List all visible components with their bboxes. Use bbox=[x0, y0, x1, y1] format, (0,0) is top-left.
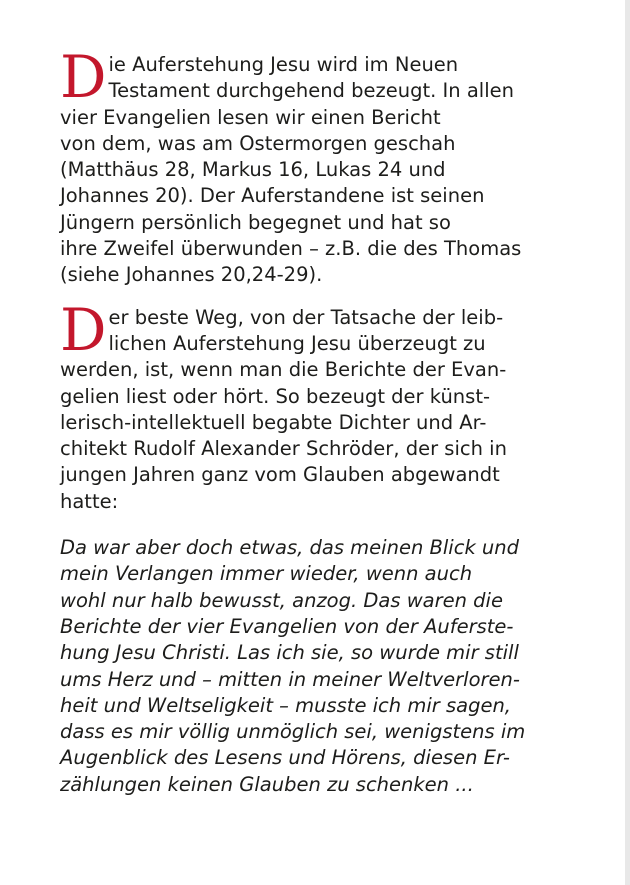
quote-line: wohl nur halb bewusst, anzog. Das waren die bbox=[60, 588, 503, 612]
text-line: lerisch-intellektuell begabte Dichter und Ar- bbox=[60, 410, 487, 434]
quote-block bbox=[60, 535, 588, 798]
text-line: (Matthäus 28, Markus 16, Lukas 24 und bbox=[60, 158, 446, 182]
dropcap-letter: D bbox=[60, 295, 107, 364]
dropcap-letter: D bbox=[60, 43, 107, 111]
text-line: Testament durchgehend bezeugt. In allen bbox=[108, 79, 514, 103]
quote-line: dass es mir völlig unmöglich sei, wenigstens im bbox=[60, 720, 526, 744]
text-line: Jüngern persönlich begegnet und hat so bbox=[60, 210, 451, 234]
text-line: (siehe Johannes 20,24-29). bbox=[60, 263, 323, 287]
quote-line: Augenblick des Lesens und Hörens, diesen Er- bbox=[60, 746, 510, 770]
text-line: gelien liest oder hört. So bezeugt der künst- bbox=[60, 384, 491, 408]
paragraph-2 bbox=[60, 295, 588, 515]
quote-line: Da war aber doch etwas, das meinen Blick und bbox=[60, 536, 520, 560]
text-column bbox=[60, 43, 588, 814]
text-line: ie Auferstehung Jesu wird im Neuen bbox=[108, 53, 459, 76]
text-line: von dem, was am Ostermorgen geschah bbox=[60, 131, 456, 155]
quote-line: Berichte der vier Evangelien von der Auferste- bbox=[60, 614, 514, 638]
text-line: chitekt Rudolf Alexander Schröder, der sich in bbox=[60, 437, 507, 461]
paragraph-1 bbox=[60, 43, 588, 289]
text-line: hatte: bbox=[60, 489, 119, 513]
text-line: er beste Weg, von der Tatsache der leib- bbox=[108, 305, 504, 329]
page-edge-divider bbox=[625, 0, 630, 885]
text-line: jungen Jahren ganz vom Glauben abgewandt bbox=[60, 463, 500, 487]
quote-line: heit und Weltseligkeit – musste ich mir sagen, bbox=[60, 693, 512, 717]
text-line: werden, ist, wenn man die Berichte der Evan- bbox=[60, 358, 507, 382]
text-line: lichen Auferstehung Jesu überzeugt zu bbox=[108, 331, 486, 355]
text-line: ihre Zweifel überwunden – z.B. die des Thomas bbox=[60, 237, 522, 261]
text-line: Johannes 20). Der Auferstandene ist seinen bbox=[60, 184, 485, 208]
quote-line: ums Herz und – mitten in meiner Weltverloren- bbox=[60, 667, 520, 691]
quote-line: mein Verlangen immer wieder, wenn auch bbox=[60, 562, 473, 586]
text-line: vier Evangelien lesen wir einen Bericht bbox=[60, 105, 441, 129]
quote-line: hung Jesu Christi. Las ich sie, so wurde mir still bbox=[60, 641, 519, 665]
quote-line: zählungen keinen Glauben zu schenken ... bbox=[60, 772, 474, 796]
